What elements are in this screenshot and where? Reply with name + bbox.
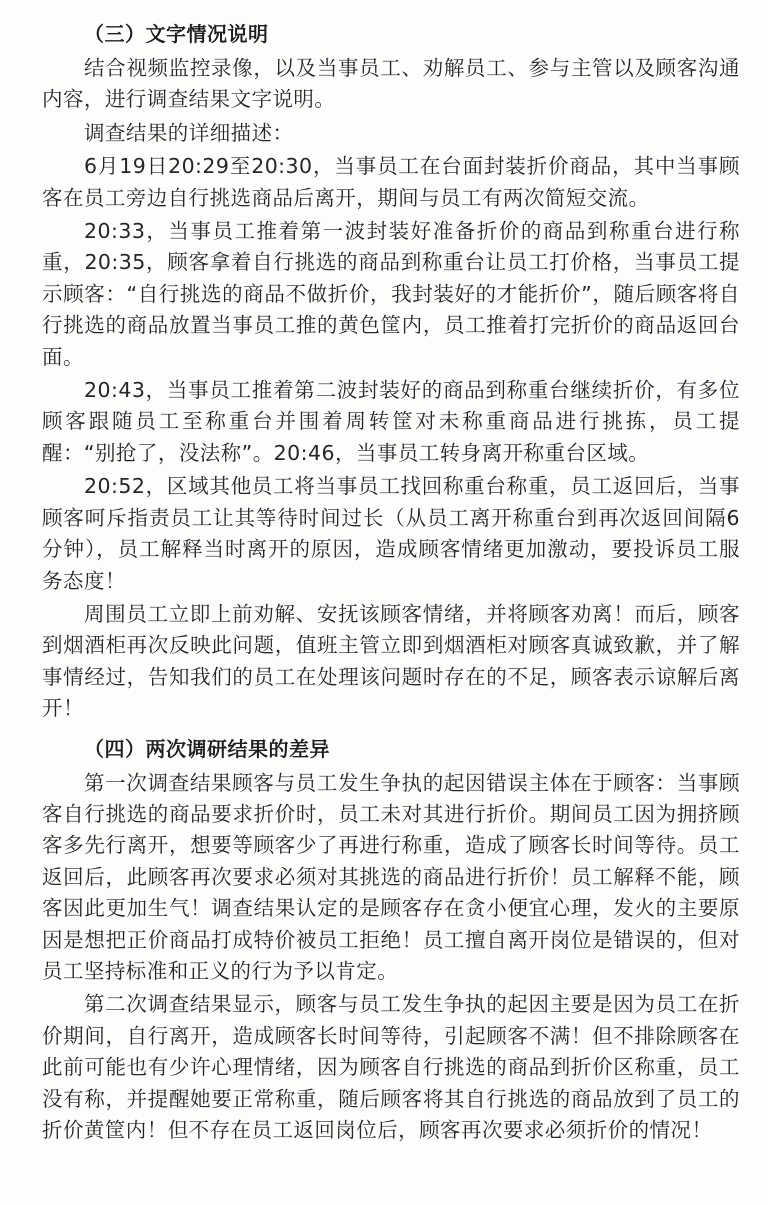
paragraph: 20:52，区域其他员工将当事员工找回称重台称重，员工返回后，当事顾客呵斥指责员工让其等待时间过长（从员工离开称重台到再次返回间隔6分钟），员工解释当时离开的原因，造成顾客情绪更加激动，要投诉员工服务态度！ <box>42 474 740 593</box>
paragraph: 6月19日20:29至20:30，当事员工在台面封装折价商品，其中当事顾客在员工旁边自行挑选商品后离开，期间与员工有两次简短交流。 <box>42 154 740 210</box>
section-heading-4: （四）两次调研结果的差异 <box>84 736 330 761</box>
paragraph: 20:33，当事员工推着第一波封装好准备折价的商品到称重台进行称重，20:35，顾客拿着自行挑选的商品到称重台让员工打价格，当事员工提示顾客：“自行挑选的商品不做折价，我封装好的才能折价”，随后顾客将自行挑选的商品放置当事员工推的黄色筐内，员工推着打完折价的商品返回台面。 <box>42 219 740 369</box>
paragraph: 调查结果的详细描述： <box>84 120 294 145</box>
paragraph: 第一次调查结果顾客与员工发生争执的起因错误主体在于顾客：当事顾客自行挑选的商品要求折价时，员工未对其进行折价。期间员工因为拥挤顾客多先行离开，想要等顾客少了再进行称重，造成了顾客长时间等待。员工返回后，此顾客再次要求必须对其挑选的商品进行折价！员工解释不能，顾客因此更加生气！调查结果认定的是顾客存在贪小便宜心理，发火的主要原因是想把正价商品打成特价被员工拒绝！员工擅自离开岗位是错误的，但对员工坚持标准和正义的行为予以肯定。 <box>42 770 740 983</box>
paragraph: 20:43，当事员工推着第二波封装好的商品到称重台继续折价，有多位顾客跟随员工至称重台并围着周转筐对未称重商品进行挑拣，员工提醒：“别抢了，没法称”。20:46，当事员工转身离开称重台区域。 <box>42 378 740 465</box>
paragraph: 结合视频监控录像，以及当事员工、劝解员工、参与主管以及顾客沟通内容，进行调查结果文字说明。 <box>42 56 740 112</box>
paragraph: 周围员工立即上前劝解、安抚该顾客情绪，并将顾客劝离！而后，顾客到烟酒柜再次反映此问题，值班主管立即到烟酒柜对顾客真诚致歉，并了解事情经过，告知我们的员工在处理该问题时存在的不足，顾客表示谅解后离开！ <box>42 601 740 721</box>
paragraph: 第二次调查结果显示，顾客与员工发生争执的起因主要是因为员工在折价期间，自行离开，造成顾客长时间等待，引起顾客不满！但不排除顾客在此前可能也有少许心理情绪，因为顾客自行挑选的商品到折价区称重，员工没有称，并提醒她要正常称重，随后顾客将其自行挑选的商品放到了员工的折价黄筐内！但不存在员工返回岗位后，顾客再次要求必须折价的情况！ <box>42 992 740 1142</box>
section-heading-3: （三）文字情况说明 <box>84 22 269 46</box>
